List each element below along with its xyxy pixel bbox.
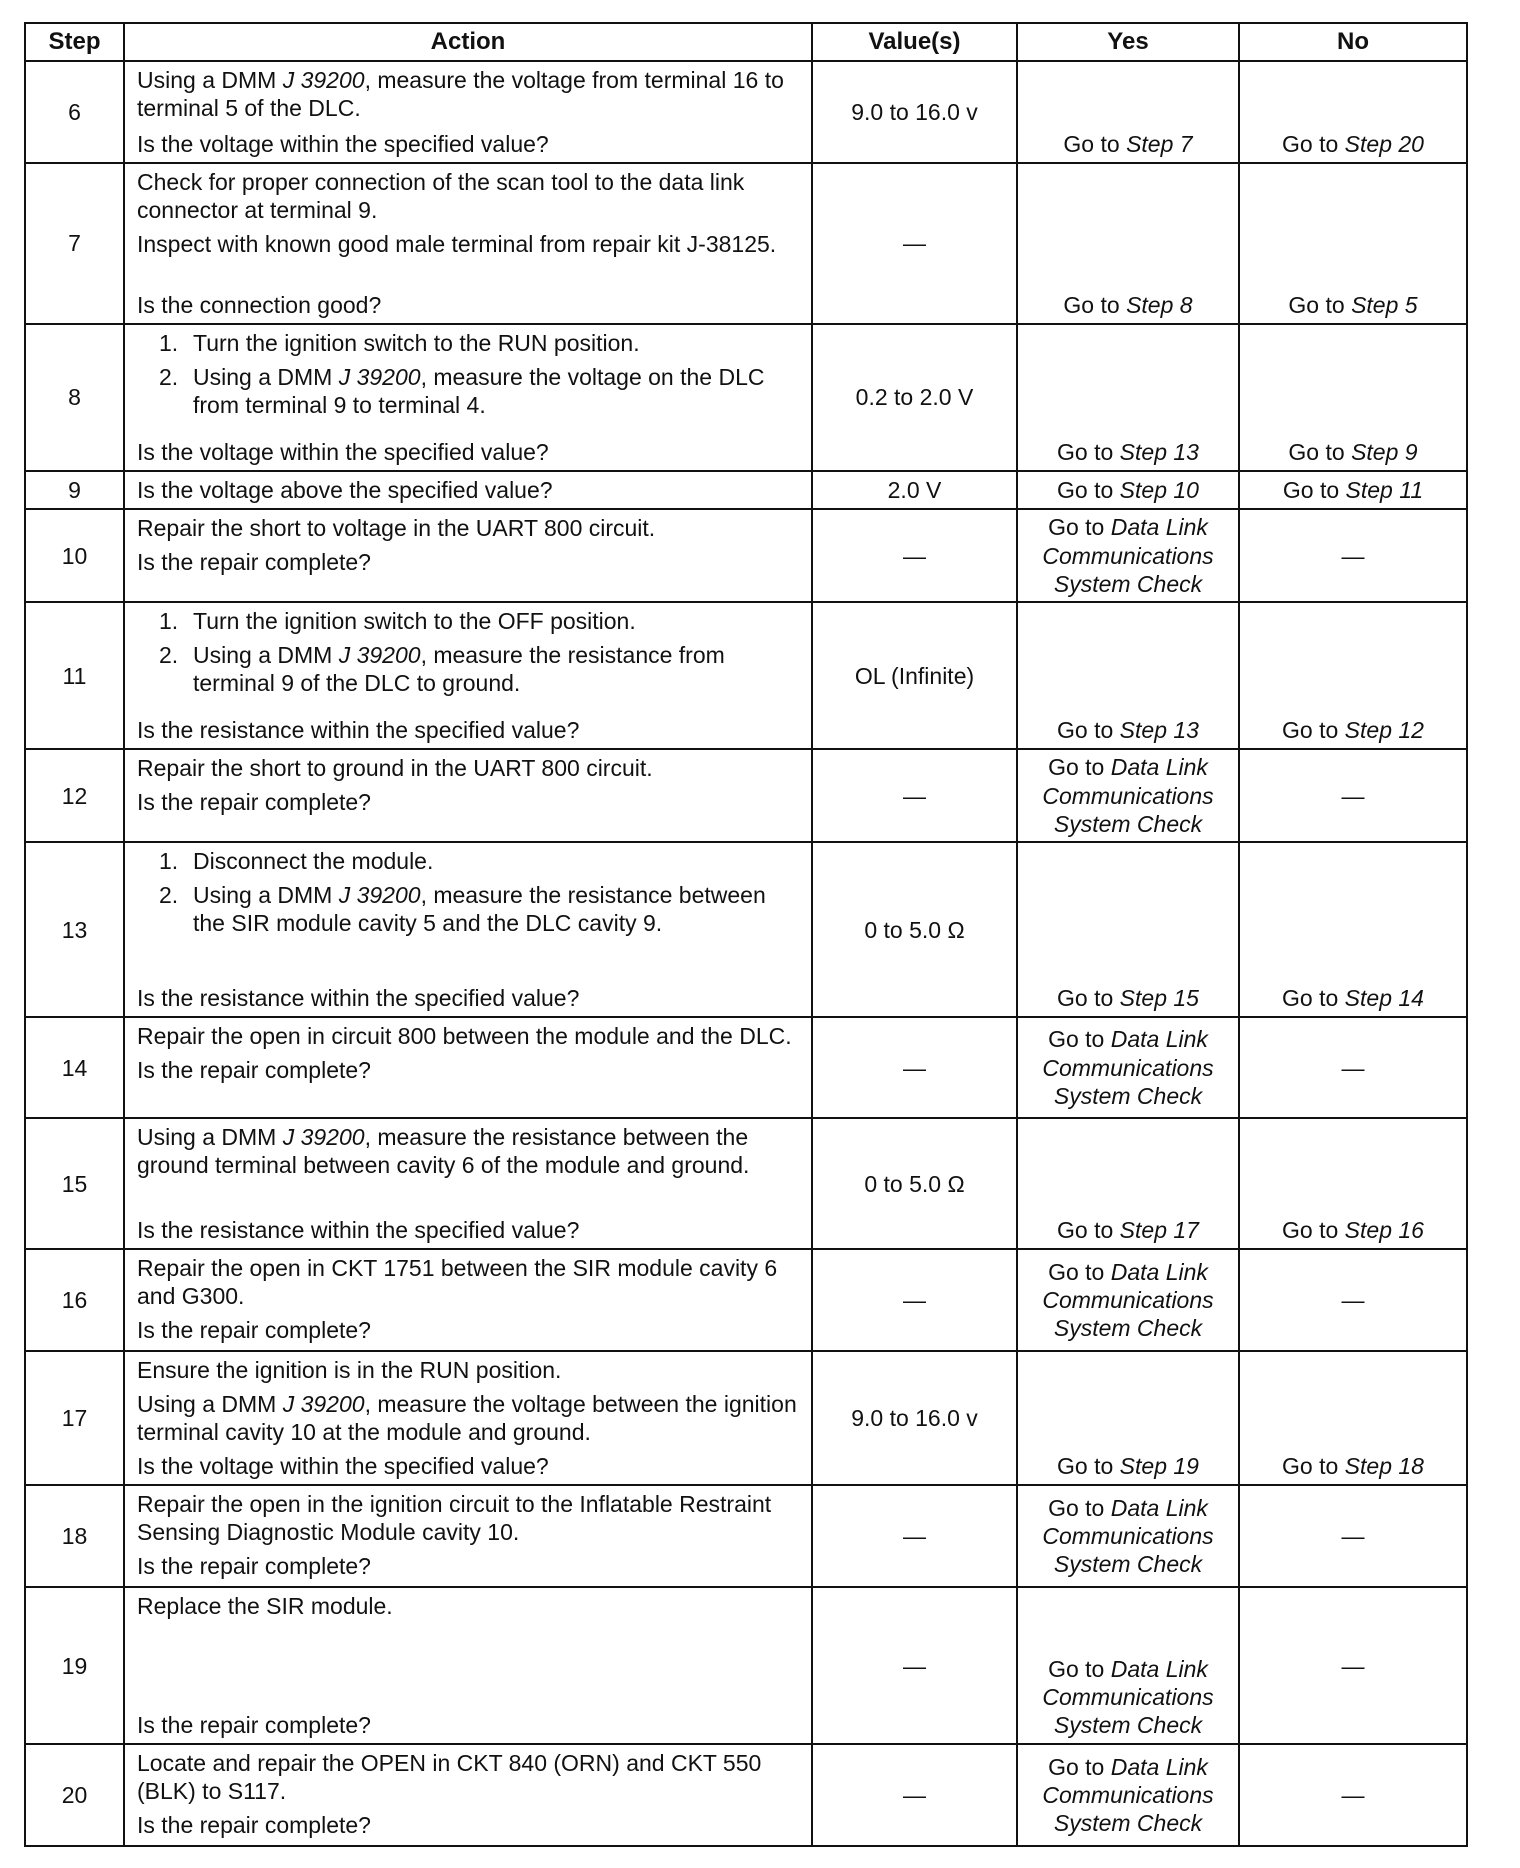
action-list-item: 2. Using a DMM J 39200, measure the resistance between the SIR module cavity 5 and the DLC cavity 9. — [159, 882, 766, 937]
table-row — [25, 842, 1467, 1017]
action-question: Is the resistance within the specified value? — [137, 1217, 580, 1243]
action-text: Repair the open in the ignition circuit to the Inflatable Restraint Sensing Diagnostic Module cavity 10. — [137, 1491, 772, 1546]
value-cell: — — [812, 1249, 1017, 1351]
value-cell: 0 to 5.0 Ω — [812, 842, 1017, 1017]
step-number: 9 — [25, 471, 124, 509]
action-question: Is the voltage above the specified value? — [137, 477, 553, 503]
value-cell: 0 to 5.0 Ω — [812, 1118, 1017, 1249]
header-yes: Yes — [1017, 23, 1239, 61]
table-row — [25, 1249, 1467, 1351]
step-number: 7 — [25, 163, 124, 324]
action-question: Is the repair complete? — [137, 789, 371, 816]
no-cell: — — [1239, 1587, 1467, 1744]
table-row — [25, 324, 1467, 471]
value-cell: — — [812, 163, 1017, 324]
no-cell: — — [1239, 1744, 1467, 1846]
step-number: 11 — [25, 602, 124, 749]
action-text: Locate and repair the OPEN in CKT 840 (ORN) and CKT 550 (BLK) to S117. — [137, 1750, 762, 1805]
no-cell: Go to Step 9 — [1239, 324, 1467, 471]
no-cell: — — [1239, 1249, 1467, 1351]
step-number: 13 — [25, 842, 124, 1017]
step-number: 19 — [25, 1587, 124, 1744]
action-list-item: 2. Using a DMM J 39200, measure the voltage on the DLC from terminal 9 to terminal 4. — [159, 364, 765, 419]
no-cell: Go to Step 16 — [1239, 1118, 1467, 1249]
no-cell: — — [1239, 1017, 1467, 1118]
no-cell: Go to Step 11 — [1239, 471, 1467, 509]
action-list-item: 1. Turn the ignition switch to the OFF position. — [159, 608, 636, 635]
action-text: Repair the short to ground in the UART 800 circuit. — [137, 755, 653, 782]
table-row — [25, 1351, 1467, 1485]
action-cell — [124, 509, 812, 602]
step-number: 12 — [25, 749, 124, 842]
table-row — [25, 1587, 1467, 1744]
action-cell — [124, 324, 812, 471]
yes-cell: Go to Step 8 — [1017, 163, 1239, 324]
action-text: Using a DMM J 39200, measure the voltage between the ignition terminal cavity 10 at the module and ground. — [137, 1391, 797, 1446]
table-row — [25, 509, 1467, 602]
action-cell — [124, 1587, 812, 1744]
header-step: Step — [25, 23, 124, 61]
action-text: Replace the SIR module. — [137, 1593, 393, 1620]
no-cell: — — [1239, 1485, 1467, 1587]
no-cell: — — [1239, 749, 1467, 842]
table-row — [25, 602, 1467, 749]
action-text: Inspect with known good male terminal from repair kit J-38125. — [137, 231, 777, 258]
yes-cell: Go to Step 10 — [1017, 471, 1239, 509]
action-question: Is the voltage within the specified value? — [137, 1453, 549, 1480]
value-cell: — — [812, 749, 1017, 842]
table-row — [25, 61, 1467, 163]
action-question: Is the voltage within the specified value? — [137, 130, 549, 157]
action-text: Using a DMM J 39200, measure the voltage from terminal 16 to terminal 5 of the DLC. — [137, 67, 784, 122]
action-cell — [124, 1118, 812, 1249]
table-row — [25, 1118, 1467, 1249]
action-cell — [124, 1249, 812, 1351]
action-text: Repair the open in circuit 800 between the module and the DLC. — [137, 1023, 792, 1050]
table-row — [25, 1017, 1467, 1118]
yes-cell: Go to Step 17 — [1017, 1118, 1239, 1249]
action-cell — [124, 602, 812, 749]
step-number: 8 — [25, 324, 124, 471]
yes-cell: Go to Step 13 — [1017, 324, 1239, 471]
value-cell: 2.0 V — [812, 471, 1017, 509]
yes-cell: Go to Data Link Communications System Check — [1017, 1485, 1239, 1587]
table-row — [25, 163, 1467, 324]
value-cell: — — [812, 509, 1017, 602]
step-number: 14 — [25, 1017, 124, 1118]
action-question: Is the resistance within the specified value? — [137, 717, 580, 743]
no-cell: Go to Step 12 — [1239, 602, 1467, 749]
step-number: 15 — [25, 1118, 124, 1249]
yes-cell: Go to Step 15 — [1017, 842, 1239, 1017]
action-question: Is the repair complete? — [137, 1317, 371, 1344]
yes-cell: Go to Step 19 — [1017, 1351, 1239, 1485]
header-action: Action — [124, 23, 812, 61]
step-number: 18 — [25, 1485, 124, 1587]
yes-cell: Go to Data Link Communications System Check — [1017, 1017, 1239, 1118]
yes-cell: Go to Data Link Communications System Check — [1017, 749, 1239, 842]
step-number: 6 — [25, 61, 124, 163]
action-text: Repair the short to voltage in the UART 800 circuit. — [137, 515, 656, 542]
value-cell: — — [812, 1587, 1017, 1744]
value-cell: 0.2 to 2.0 V — [812, 324, 1017, 471]
action-list-item: 2. Using a DMM J 39200, measure the resistance from terminal 9 of the DLC to ground. — [159, 642, 725, 697]
yes-cell: Go to Data Link Communications System Check — [1017, 1587, 1239, 1744]
action-list-item: 1. Disconnect the module. — [159, 848, 434, 875]
action-cell — [124, 842, 812, 1017]
action-text: Repair the open in CKT 1751 between the SIR module cavity 6 and G300. — [137, 1255, 778, 1310]
action-question: Is the repair complete? — [137, 1057, 371, 1084]
action-cell — [124, 163, 812, 324]
no-cell: — — [1239, 509, 1467, 602]
action-question: Is the repair complete? — [137, 1712, 371, 1739]
value-cell: — — [812, 1744, 1017, 1846]
no-cell: Go to Step 20 — [1239, 61, 1467, 163]
yes-cell: Go to Data Link Communications System Check — [1017, 1249, 1239, 1351]
value-cell: 9.0 to 16.0 v — [812, 61, 1017, 163]
action-cell — [124, 1351, 812, 1485]
diagnostic-table — [24, 22, 1468, 1847]
table-row — [25, 1744, 1467, 1846]
action-question: Is the repair complete? — [137, 1553, 371, 1580]
value-cell: — — [812, 1017, 1017, 1118]
action-cell — [124, 1744, 812, 1846]
value-cell: OL (Infinite) — [812, 602, 1017, 749]
no-cell: Go to Step 18 — [1239, 1351, 1467, 1485]
step-number: 16 — [25, 1249, 124, 1351]
value-cell: — — [812, 1485, 1017, 1587]
action-question: Is the voltage within the specified value? — [137, 438, 549, 465]
value-cell: 9.0 to 16.0 v — [812, 1351, 1017, 1485]
table-row — [25, 749, 1467, 842]
step-number: 17 — [25, 1351, 124, 1485]
header-values: Value(s) — [812, 23, 1017, 61]
header-no: No — [1239, 23, 1467, 61]
yes-cell: Go to Step 13 — [1017, 602, 1239, 749]
step-number: 20 — [25, 1744, 124, 1846]
action-cell — [124, 749, 812, 842]
header-row — [25, 23, 1467, 61]
yes-cell: Go to Data Link Communications System Check — [1017, 509, 1239, 602]
step-number: 10 — [25, 509, 124, 602]
table-row — [25, 1485, 1467, 1587]
action-question: Is the resistance within the specified value? — [137, 985, 580, 1011]
action-text: Check for proper connection of the scan tool to the data link connector at terminal 9. — [137, 169, 745, 224]
action-cell — [124, 1485, 812, 1587]
no-cell: Go to Step 14 — [1239, 842, 1467, 1017]
yes-cell: Go to Step 7 — [1017, 61, 1239, 163]
action-cell — [124, 471, 812, 509]
action-text: Ensure the ignition is in the RUN position. — [137, 1357, 562, 1384]
action-question: Is the repair complete? — [137, 1812, 371, 1839]
action-cell — [124, 61, 812, 163]
action-text: Using a DMM J 39200, measure the resistance between the ground terminal between cavity 6 of the module and ground. — [137, 1124, 750, 1179]
action-list-item: 1. Turn the ignition switch to the RUN position. — [159, 330, 640, 356]
no-cell: Go to Step 5 — [1239, 163, 1467, 324]
action-question: Is the repair complete? — [137, 549, 371, 576]
yes-cell: Go to Data Link Communications System Check — [1017, 1744, 1239, 1846]
table-row — [25, 471, 1467, 509]
action-question: Is the connection good? — [137, 291, 382, 318]
action-cell — [124, 1017, 812, 1118]
